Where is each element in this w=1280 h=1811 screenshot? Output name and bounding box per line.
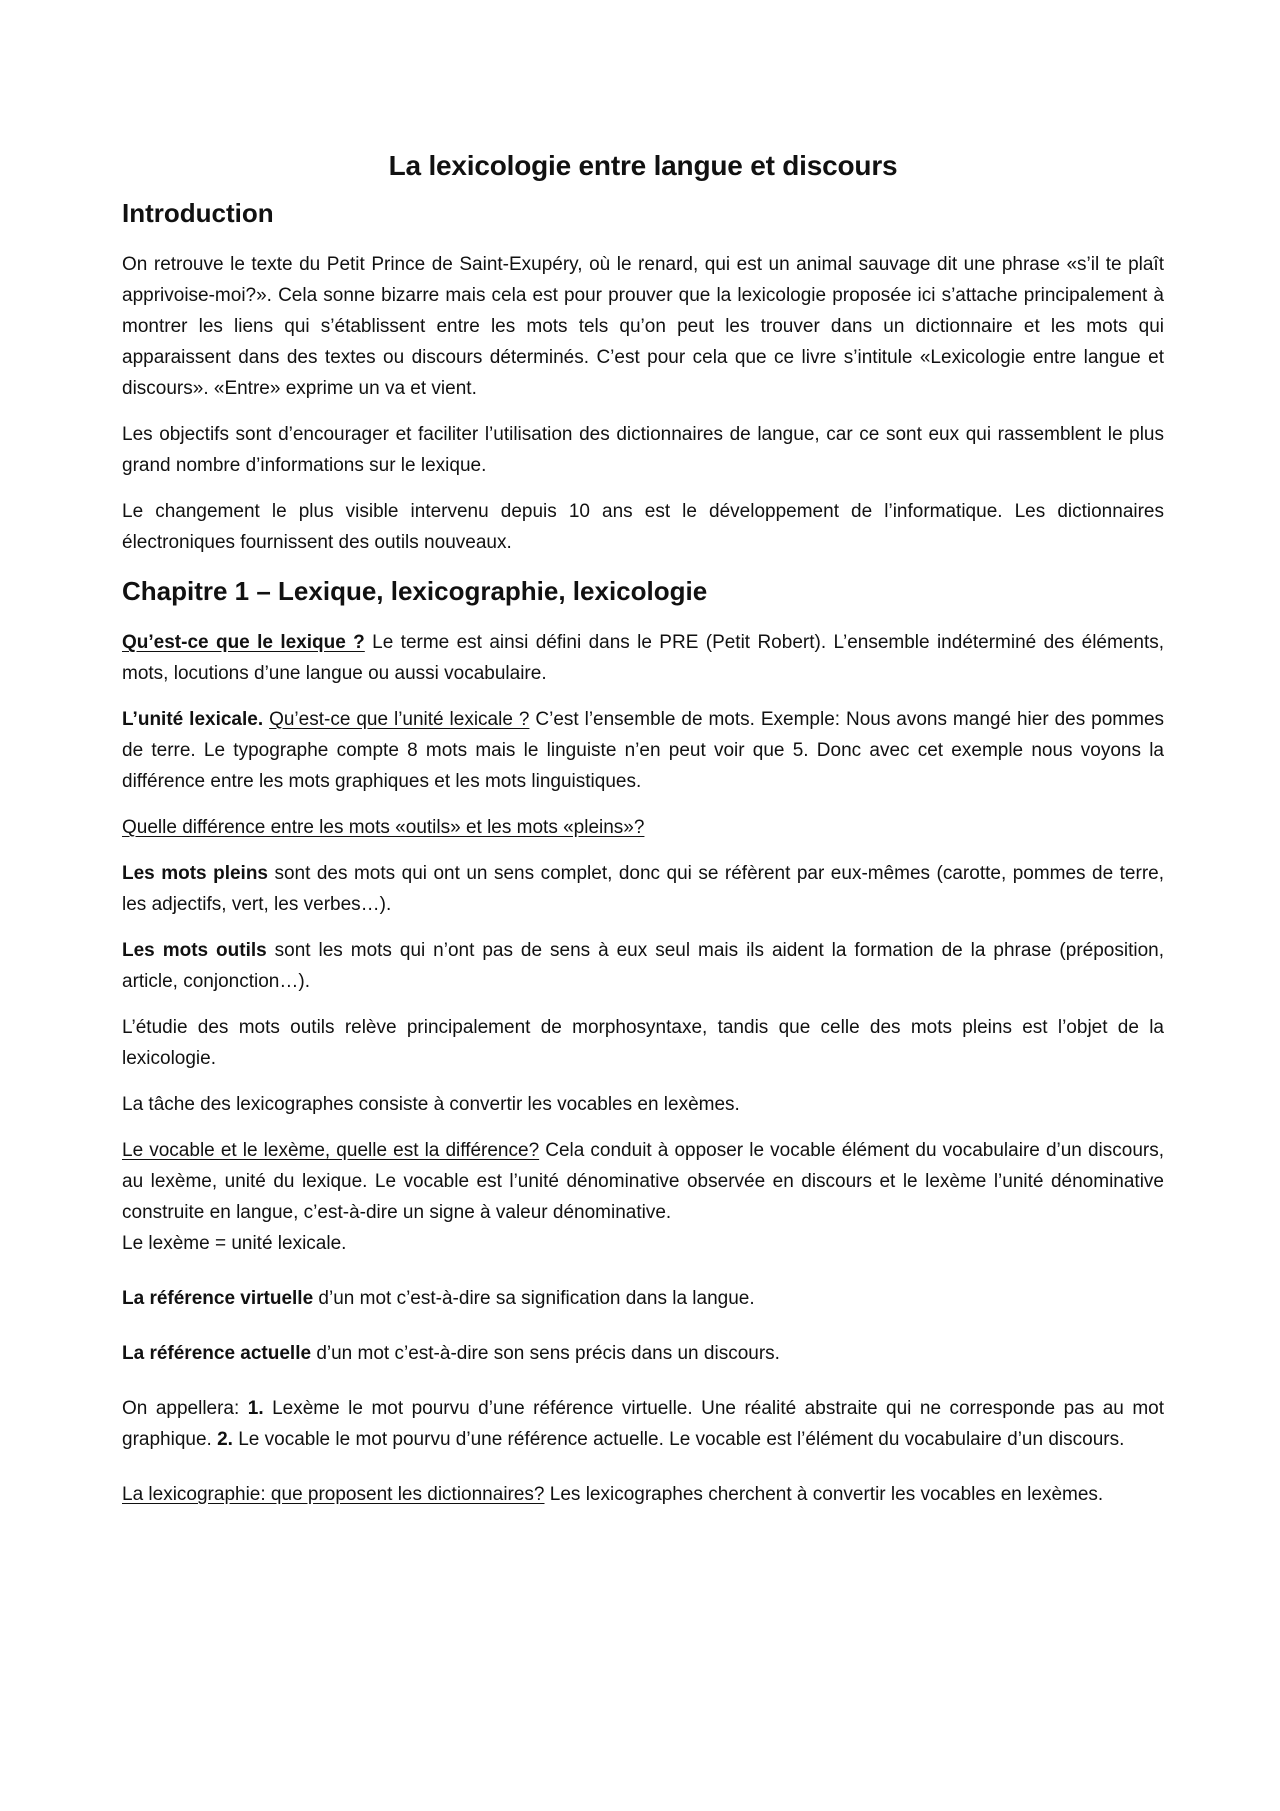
document-title: La lexicologie entre langue et discours [388, 150, 898, 181]
paragraph-mots-outils [122, 935, 1164, 997]
paragraph-reference-actuelle [122, 1338, 1164, 1369]
reference-actuelle-label: La référence actuelle [122, 1343, 312, 1364]
question-vocable-lexeme: Le vocable et le lexème, quelle est la différence? [122, 1140, 540, 1161]
appellera-intro: On appellera: [122, 1398, 248, 1419]
paragraph-lexicographie [122, 1479, 1164, 1510]
paragraph-question-outils-pleins [122, 812, 1164, 843]
intro-paragraph-3: Le changement le plus visible intervenu depuis 10 ans est le développement de l’informatique. Les dictionnaires électroniques fournissent des outils nouveaux. [122, 501, 1164, 553]
lexicographie-text: Les lexicographes cherchent à convertir les vocables en lexèmes. [544, 1484, 1104, 1505]
paragraph-lexique [122, 627, 1164, 689]
paragraph-on-appellera [122, 1393, 1164, 1455]
lexique-definition: Le terme est ainsi défini dans le PRE (Petit Robert). L’ensemble indéterminé des éléments, mots, locutions d’une langue ou aussi vocabulaire. [122, 632, 1164, 684]
question-unite-lexicale: Qu’est-ce que l’unité lexicale ? [269, 709, 530, 730]
section-heading-chapter-1: Chapitre 1 – Lexique, lexicographie, lexicologie [122, 576, 708, 606]
lexeme-equation: Le lexème = unité lexicale. [122, 1233, 347, 1254]
reference-virtuelle-text: d’un mot c’est-à-dire sa signification dans la langue. [313, 1288, 755, 1309]
reference-virtuelle-label: La référence virtuelle [122, 1288, 314, 1309]
question-lexique: Qu’est-ce que le lexique ? [122, 632, 365, 653]
vocable-lexeme-text: Cela conduit à opposer le vocable élément du vocabulaire d’un discours, au lexème, unité du lexique. Le vocable est l’unité dénominative observée en discours et le lexème l’unité dénominative construite en langue, c’est-à-dire un signe à valeur dénominative. [122, 1140, 1164, 1223]
appellera-text-2: Le vocable le mot pourvu d’une référence actuelle. Le vocable est l’élément du vocabulaire d’un discours. [232, 1429, 1125, 1450]
paragraph-reference-virtuelle [122, 1283, 1164, 1314]
mots-pleins-text: sont des mots qui ont un sens complet, donc qui se réfèrent par eux-mêmes (carotte, pommes de terre, les adjectifs, vert, les verbes…). [122, 863, 1164, 915]
paragraph-vocable-lexeme [122, 1135, 1164, 1259]
paragraph-mots-pleins [122, 858, 1164, 920]
paragraph-etude: L’étudie des mots outils relève principalement de morphosyntaxe, tandis que celle des mots pleins est l’objet de la lexicologie. [122, 1017, 1164, 1069]
paragraph-unite-lexicale [122, 704, 1164, 797]
paragraph-tache: La tâche des lexicographes consiste à convertir les vocables en lexèmes. [122, 1094, 740, 1115]
question-lexicographie: La lexicographie: que proposent les dictionnaires? [122, 1484, 545, 1505]
mots-outils-label: Les mots outils [122, 940, 267, 961]
intro-paragraph-1: On retrouve le texte du Petit Prince de Saint-Exupéry, où le renard, qui est un animal sauvage dit une phrase «s’il te plaît apprivoise-moi?». Cela sonne bizarre mais cela est pour prouver que la lexicologie proposée ici s’attache principalement à montrer les liens qui s’établissent entre les mots tels qu’on peut les trouver dans un dictionnaire et les mots qui apparaissent dans des textes ou discours déterminés. C’est pour cela que ce livre s’intitule «Lexicologie entre langue et discours». «Entre» exprime un va et vient. [122, 254, 1164, 399]
appellera-number-1: 1. [247, 1398, 264, 1419]
question-outils-pleins: Quelle différence entre les mots «outils» et les mots «pleins»? [122, 817, 645, 838]
unite-lexicale-text: C’est l’ensemble de mots. Exemple: Nous avons mangé hier des pommes de terre. Le typographe compte 8 mots mais le linguiste n’en peut voir que 5. Donc avec cet exemple nous voyons la différence entre les mots graphiques et les mots linguistiques. [122, 709, 1165, 792]
document-body [122, 150, 1164, 1525]
section-heading-introduction: Introduction [122, 198, 274, 228]
mots-outils-text: sont les mots qui n’ont pas de sens à eux seul mais ils aident la formation de la phrase (préposition, article, conjonction…). [122, 940, 1164, 992]
reference-actuelle-text: d’un mot c’est-à-dire son sens précis dans un discours. [311, 1343, 780, 1364]
intro-paragraph-2: Les objectifs sont d’encourager et faciliter l’utilisation des dictionnaires de langue, car ce sont eux qui rassemblent le plus grand nombre d’informations sur le lexique. [122, 424, 1164, 476]
unite-lexicale-label: L’unité lexicale. [122, 709, 264, 730]
appellera-number-2: 2. [217, 1429, 233, 1450]
appellera-text-1: Lexème le mot pourvu d’une référence virtuelle. Une réalité abstraite qui ne corresponde pas au mot graphique. [122, 1398, 1164, 1450]
mots-pleins-label: Les mots pleins [122, 863, 268, 884]
